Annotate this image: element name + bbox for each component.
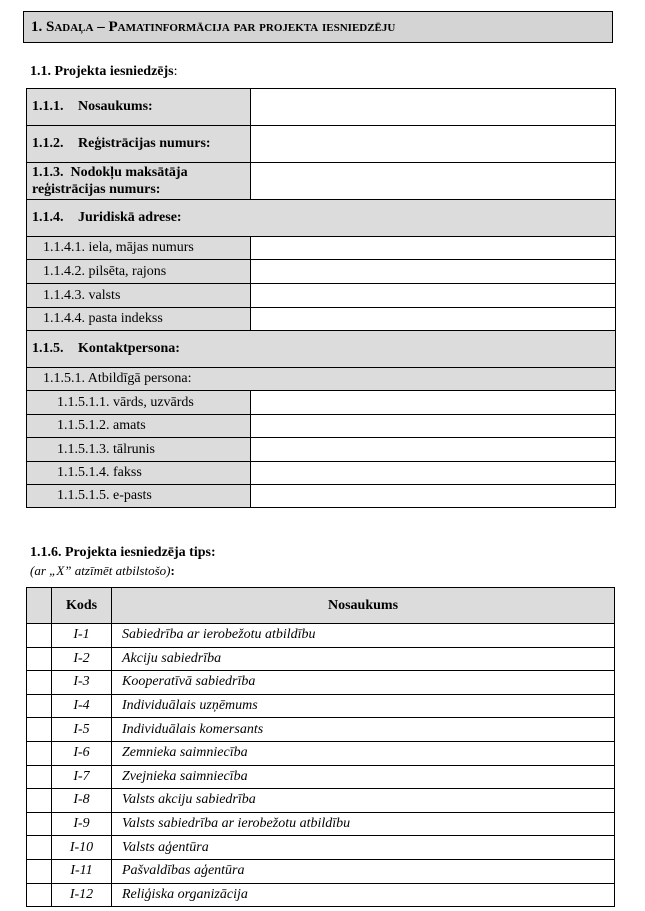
- applicant-heading-colon: :: [173, 64, 178, 79]
- type-code-cell: I-6: [52, 741, 112, 765]
- field-label-position: 1.1.5.1.2. amats: [27, 415, 251, 438]
- type-name-cell: Sabiedrība ar ierobežotu atbildību: [112, 624, 615, 648]
- type-mark-checkbox[interactable]: [27, 765, 52, 789]
- applicant-type-table: [26, 587, 615, 907]
- type-mark-checkbox[interactable]: [27, 812, 52, 836]
- type-code-cell: I-9: [52, 812, 112, 836]
- type-code-cell: I-7: [52, 765, 112, 789]
- field-label-street: 1.1.4.1. iela, mājas numurs: [27, 237, 251, 260]
- type-code-cell: I-10: [52, 836, 112, 860]
- type-name-cell: Valsts sabiedrība ar ierobežotu atbildību: [112, 812, 615, 836]
- registration-number-input[interactable]: [251, 126, 616, 163]
- type-mark-checkbox[interactable]: [27, 624, 52, 648]
- table-row: [27, 163, 616, 200]
- field-label-city: 1.1.4.2. pilsēta, rajons: [27, 260, 251, 284]
- table-row: [27, 89, 616, 126]
- street-input[interactable]: [251, 237, 616, 260]
- type-code-cell: I-4: [52, 694, 112, 718]
- table-row: [27, 391, 616, 415]
- type-mark-checkbox[interactable]: [27, 859, 52, 883]
- phone-input[interactable]: [251, 438, 616, 462]
- type-code-cell: I-12: [52, 883, 112, 907]
- type-name-cell: Kooperatīvā sabiedrība: [112, 671, 615, 695]
- country-input[interactable]: [251, 284, 616, 308]
- type-mark-checkbox[interactable]: [27, 647, 52, 671]
- type-name-cell: Valsts akciju sabiedrība: [112, 789, 615, 813]
- table-row: [27, 812, 615, 836]
- section-title-dash: –: [93, 19, 109, 35]
- field-label-country: 1.1.4.3. valsts: [27, 284, 251, 308]
- type-mark-checkbox[interactable]: [27, 741, 52, 765]
- section-header: [23, 11, 613, 43]
- table-row: [27, 485, 616, 508]
- table-row: [27, 718, 615, 742]
- type-code-cell: I-3: [52, 671, 112, 695]
- field-label-full-name: 1.1.5.1.1. vārds, uzvārds: [27, 391, 251, 415]
- table-header-row: [27, 588, 615, 624]
- applicant-heading-text: 1.1. Projekta iesniedzējs: [30, 64, 174, 79]
- name-input[interactable]: [251, 89, 616, 126]
- column-header-code: Kods: [52, 588, 112, 624]
- section-title-part-b: Pamatinformācija par projekta iesniedzēju: [108, 19, 396, 35]
- field-label-email: 1.1.5.1.5. e-pasts: [27, 485, 251, 508]
- type-name-cell: Akciju sabiedrība: [112, 647, 615, 671]
- field-label-fax: 1.1.5.1.4. fakss: [27, 462, 251, 485]
- type-mark-checkbox[interactable]: [27, 789, 52, 813]
- applicant-type-note: (ar „X” atzīmēt atbilstošo):: [30, 563, 175, 578]
- full-name-input[interactable]: [251, 391, 616, 415]
- fax-input[interactable]: [251, 462, 616, 485]
- table-row: [27, 368, 616, 391]
- applicant-heading: [30, 64, 178, 80]
- position-input[interactable]: [251, 415, 616, 438]
- table-row: [27, 260, 616, 284]
- type-code-cell: I-11: [52, 859, 112, 883]
- type-name-cell: Valsts aģentūra: [112, 836, 615, 860]
- city-input[interactable]: [251, 260, 616, 284]
- field-group-contact-person: 1.1.5. Kontaktpersona:: [27, 331, 616, 368]
- table-row: [27, 765, 615, 789]
- column-header-mark: [27, 588, 52, 624]
- applicant-info-table: [26, 88, 616, 508]
- tax-number-input[interactable]: [251, 163, 616, 200]
- type-mark-checkbox[interactable]: [27, 883, 52, 907]
- type-code-cell: I-8: [52, 789, 112, 813]
- table-row: [27, 284, 616, 308]
- table-row: [27, 694, 615, 718]
- type-name-cell: Reliģiska organizācija: [112, 883, 615, 907]
- table-row: [27, 237, 616, 260]
- type-mark-checkbox[interactable]: [27, 718, 52, 742]
- applicant-type-heading: 1.1.6. Projekta iesniedzēja tips:: [30, 545, 216, 560]
- table-row: [27, 647, 615, 671]
- postal-code-input[interactable]: [251, 308, 616, 331]
- table-row: [27, 200, 616, 237]
- table-row: [27, 836, 615, 860]
- column-header-name: Nosaukums: [112, 588, 615, 624]
- table-row: [27, 741, 615, 765]
- table-row: [27, 331, 616, 368]
- field-group-legal-address: 1.1.4. Juridiskā adrese:: [27, 200, 616, 237]
- field-label-phone: 1.1.5.1.3. tālrunis: [27, 438, 251, 462]
- table-row: [27, 308, 616, 331]
- field-label-registration-number: 1.1.2. Reģistrācijas numurs:: [27, 126, 251, 163]
- type-name-cell: Zvejnieka saimniecība: [112, 765, 615, 789]
- type-code-cell: I-1: [52, 624, 112, 648]
- type-name-cell: Zemnieka saimniecība: [112, 741, 615, 765]
- table-row: [27, 624, 615, 648]
- field-label-name: 1.1.1. Nosaukums:: [27, 89, 251, 126]
- type-name-cell: Individuālais uzņēmums: [112, 694, 615, 718]
- type-mark-checkbox[interactable]: [27, 836, 52, 860]
- type-mark-checkbox[interactable]: [27, 671, 52, 695]
- type-mark-checkbox[interactable]: [27, 694, 52, 718]
- email-input[interactable]: [251, 485, 616, 508]
- type-name-cell: Pašvaldības aģentūra: [112, 859, 615, 883]
- section-number: 1.: [31, 19, 46, 35]
- field-group-responsible-person: 1.1.5.1. Atbildīgā persona:: [27, 368, 616, 391]
- field-label-tax-number: 1.1.3. Nodokļu maksātāja reģistrācijas numurs:: [27, 163, 251, 200]
- table-row: [27, 462, 616, 485]
- table-row: [27, 415, 616, 438]
- type-code-cell: I-2: [52, 647, 112, 671]
- section-title-part-a: Sadaļa: [46, 19, 94, 35]
- type-name-cell: Individuālais komersants: [112, 718, 615, 742]
- table-row: [27, 671, 615, 695]
- type-code-cell: I-5: [52, 718, 112, 742]
- table-row: [27, 859, 615, 883]
- table-row: [27, 126, 616, 163]
- table-row: [27, 438, 616, 462]
- field-label-postal-code: 1.1.4.4. pasta indekss: [27, 308, 251, 331]
- table-row: [27, 883, 615, 907]
- table-row: [27, 789, 615, 813]
